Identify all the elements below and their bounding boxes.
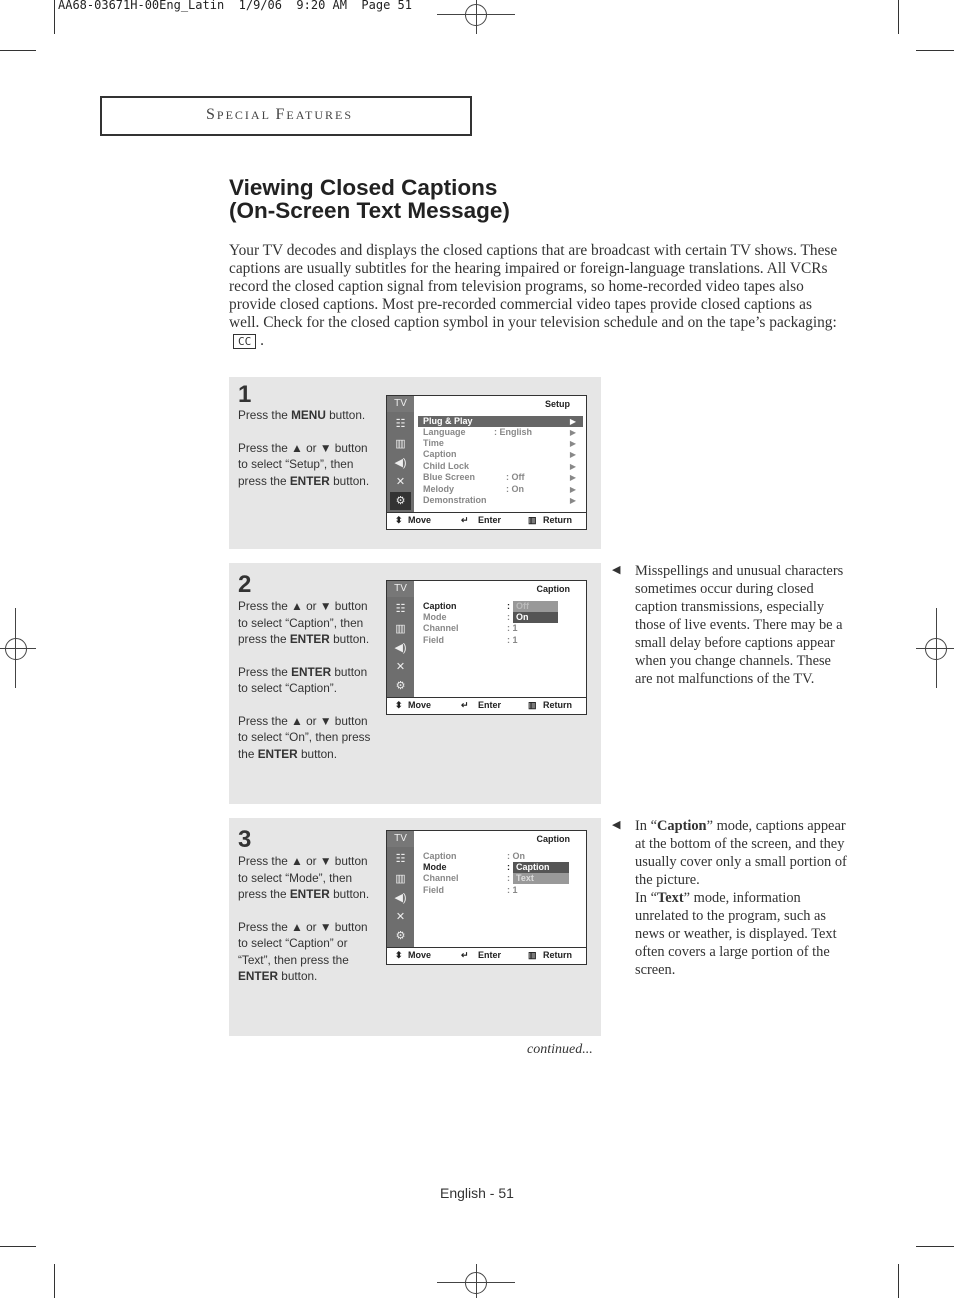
page-footer: English - 51 [440, 1185, 514, 1201]
move-icon: ⬍ [395, 700, 403, 710]
right-arrow-icon: ▶ [569, 485, 576, 494]
menu-item: Channel [423, 873, 459, 883]
option-on: On [513, 612, 558, 623]
menu-item: Channel [423, 623, 459, 633]
note-misspellings: Misspellings and unusual characters sometimes occur during closed caption transmissions, especially those of live events. There may be a small delay before captions appear when you change channels. These are not malfunctions of the TV. [635, 563, 844, 687]
menu-item: Melody [423, 484, 455, 494]
return-icon: ▥ [528, 515, 537, 525]
setup-icon: ⚙ [395, 680, 406, 692]
osd-title: Caption [536, 584, 570, 594]
crop-mark [0, 50, 36, 51]
channel-icon: ▥ [395, 438, 406, 450]
registration-mark [936, 608, 937, 688]
move-icon: ⬍ [395, 950, 403, 960]
note-bullet-icon: ◀ [612, 819, 621, 831]
osd-tv-label: TV [387, 396, 414, 412]
note-caption-text-modes: In “Caption” mode, captions appear at the bottom of the screen, and they usually cover only a small portion of the picture. In “Text” mode, information unrelated to the program, such as news or weather, is displayed. Text often covers a large portion of the screen. [635, 818, 847, 978]
menu-item: Mode [423, 612, 447, 622]
return-icon: ▥ [528, 950, 537, 960]
osd-tv-label: TV [387, 831, 414, 847]
menu-item: Plug & Play [418, 416, 583, 427]
menu-value: : [507, 601, 510, 611]
option-caption: Caption [513, 862, 569, 873]
note-bullet-icon: ◀ [612, 564, 621, 576]
menu-value: : English [494, 427, 532, 437]
right-arrow-icon: ▶ [569, 496, 576, 505]
menu-item: Language [423, 427, 466, 437]
option-text: Text [513, 873, 569, 884]
enter-icon: ↵ [461, 515, 469, 525]
section-header-box [100, 96, 472, 136]
right-arrow-icon: ▶ [569, 462, 576, 471]
speaker-icon: ◀) [394, 892, 407, 904]
antenna-icon: ✕ [395, 661, 406, 673]
channel-icon: ▥ [395, 873, 406, 885]
print-header: AA68-03671H-00Eng_Latin 1/9/06 9:20 AM Page 51 [58, 0, 413, 12]
registration-mark [15, 608, 16, 688]
crop-mark [916, 1246, 954, 1247]
right-arrow-icon: ▶ [569, 439, 576, 448]
cc-symbol: CC [233, 334, 256, 349]
menu-value: : [507, 612, 510, 622]
step-number: 1 [238, 381, 252, 408]
return-icon: ▥ [528, 700, 537, 710]
osd-caption-mode-menu [386, 830, 587, 965]
menu-value: : [507, 862, 510, 872]
picture-icon: ☷ [395, 853, 406, 865]
osd-footer: ⬍ Move ↵ Enter ▥ Return [387, 512, 586, 529]
enter-icon: ↵ [461, 700, 469, 710]
step-instructions: Press the ▲ or ▼ button to select “Mode”, then press the ENTER button. Press the ▲ or ▼ button to select “Caption” or “Text”, then press the ENTER button. [238, 854, 370, 983]
menu-item: Child Lock [423, 461, 470, 471]
menu-value: : 1 [507, 885, 518, 895]
menu-value: : Off [506, 472, 525, 482]
enter-icon: ↵ [461, 950, 469, 960]
menu-item: Caption [423, 449, 457, 459]
osd-title: Setup [544, 399, 570, 409]
antenna-icon: ✕ [395, 911, 406, 923]
step-1-panel [229, 377, 601, 549]
speaker-icon: ◀) [394, 457, 407, 469]
menu-item: Field [423, 635, 445, 645]
setup-icon: ⚙ [390, 492, 411, 510]
registration-mark [916, 648, 954, 649]
crop-mark [54, 1264, 55, 1298]
step-number: 2 [238, 571, 252, 598]
menu-value: : On [506, 484, 524, 494]
step-2-panel [229, 563, 601, 804]
step-3-panel [229, 818, 601, 1036]
crop-mark [916, 50, 954, 51]
menu-value: : 1 [507, 623, 518, 633]
intro-paragraph: Your TV decodes and displays the closed captions that are broadcast with certain TV shows. These captions are usually subtitles for the hearing impaired or foreign-language translations. All VCRs record the closed caption signal from television programs, so home-recorded video tapes also provide closed captions. Most pre-recorded commercial video tapes provide closed captions as well. Check for the closed caption symbol in your television schedule and on the tape’s packaging: CC . [229, 242, 838, 349]
osd-caption-menu [386, 580, 587, 715]
osd-tv-label: TV [387, 581, 414, 597]
continued-label: continued... [527, 1042, 593, 1057]
step-instructions: Press the ▲ or ▼ button to select “Caption”, then press the ENTER button. Press the ENTER button to select “Caption”. Press the ▲ or ▼ button to select “On”, then press the ENTER button. [238, 599, 371, 761]
right-arrow-icon: ▶ [569, 450, 576, 459]
registration-mark [0, 648, 36, 649]
menu-item: Caption [423, 601, 457, 611]
right-arrow-icon: ▶ [569, 473, 576, 482]
crop-mark [898, 1264, 899, 1298]
menu-value: : On [507, 851, 525, 861]
menu-item: Field [423, 885, 445, 895]
channel-icon: ▥ [395, 623, 406, 635]
menu-item: Demonstration [423, 495, 487, 505]
step-instructions: Press the MENU button. Press the ▲ or ▼ button to select “Setup”, then press the ENTER button. [238, 408, 370, 488]
menu-item: Time [423, 438, 444, 448]
osd-title: Caption [536, 834, 570, 844]
registration-mark [476, 0, 477, 34]
crop-mark [0, 1246, 36, 1247]
menu-value: : [507, 873, 510, 883]
menu-item: Blue Screen [423, 472, 476, 482]
move-icon: ⬍ [395, 515, 403, 525]
osd-footer: ⬍ Move ↵ Enter ▥ Return [387, 947, 586, 964]
osd-setup-menu [386, 395, 587, 530]
menu-item: Mode [423, 862, 447, 872]
picture-icon: ☷ [395, 418, 406, 430]
osd-footer: ⬍ Move ↵ Enter ▥ Return [387, 697, 586, 714]
setup-icon: ⚙ [395, 930, 406, 942]
page-title: Viewing Closed Captions (On-Screen Text Message) [229, 175, 510, 223]
menu-value: : 1 [507, 635, 518, 645]
crop-mark [54, 0, 55, 34]
registration-mark [5, 638, 27, 660]
registration-mark [476, 1264, 477, 1298]
crop-mark [898, 0, 899, 34]
option-off: Off [513, 601, 558, 612]
section-title: SPECIAL FEATURES [206, 106, 354, 123]
antenna-icon: ✕ [395, 476, 406, 488]
speaker-icon: ◀) [394, 642, 407, 654]
menu-item: Caption [423, 851, 457, 861]
right-arrow-icon: ▶ [569, 428, 576, 437]
step-number: 3 [238, 826, 252, 853]
picture-icon: ☷ [395, 603, 406, 615]
right-arrow-icon: ▶ [569, 417, 576, 426]
